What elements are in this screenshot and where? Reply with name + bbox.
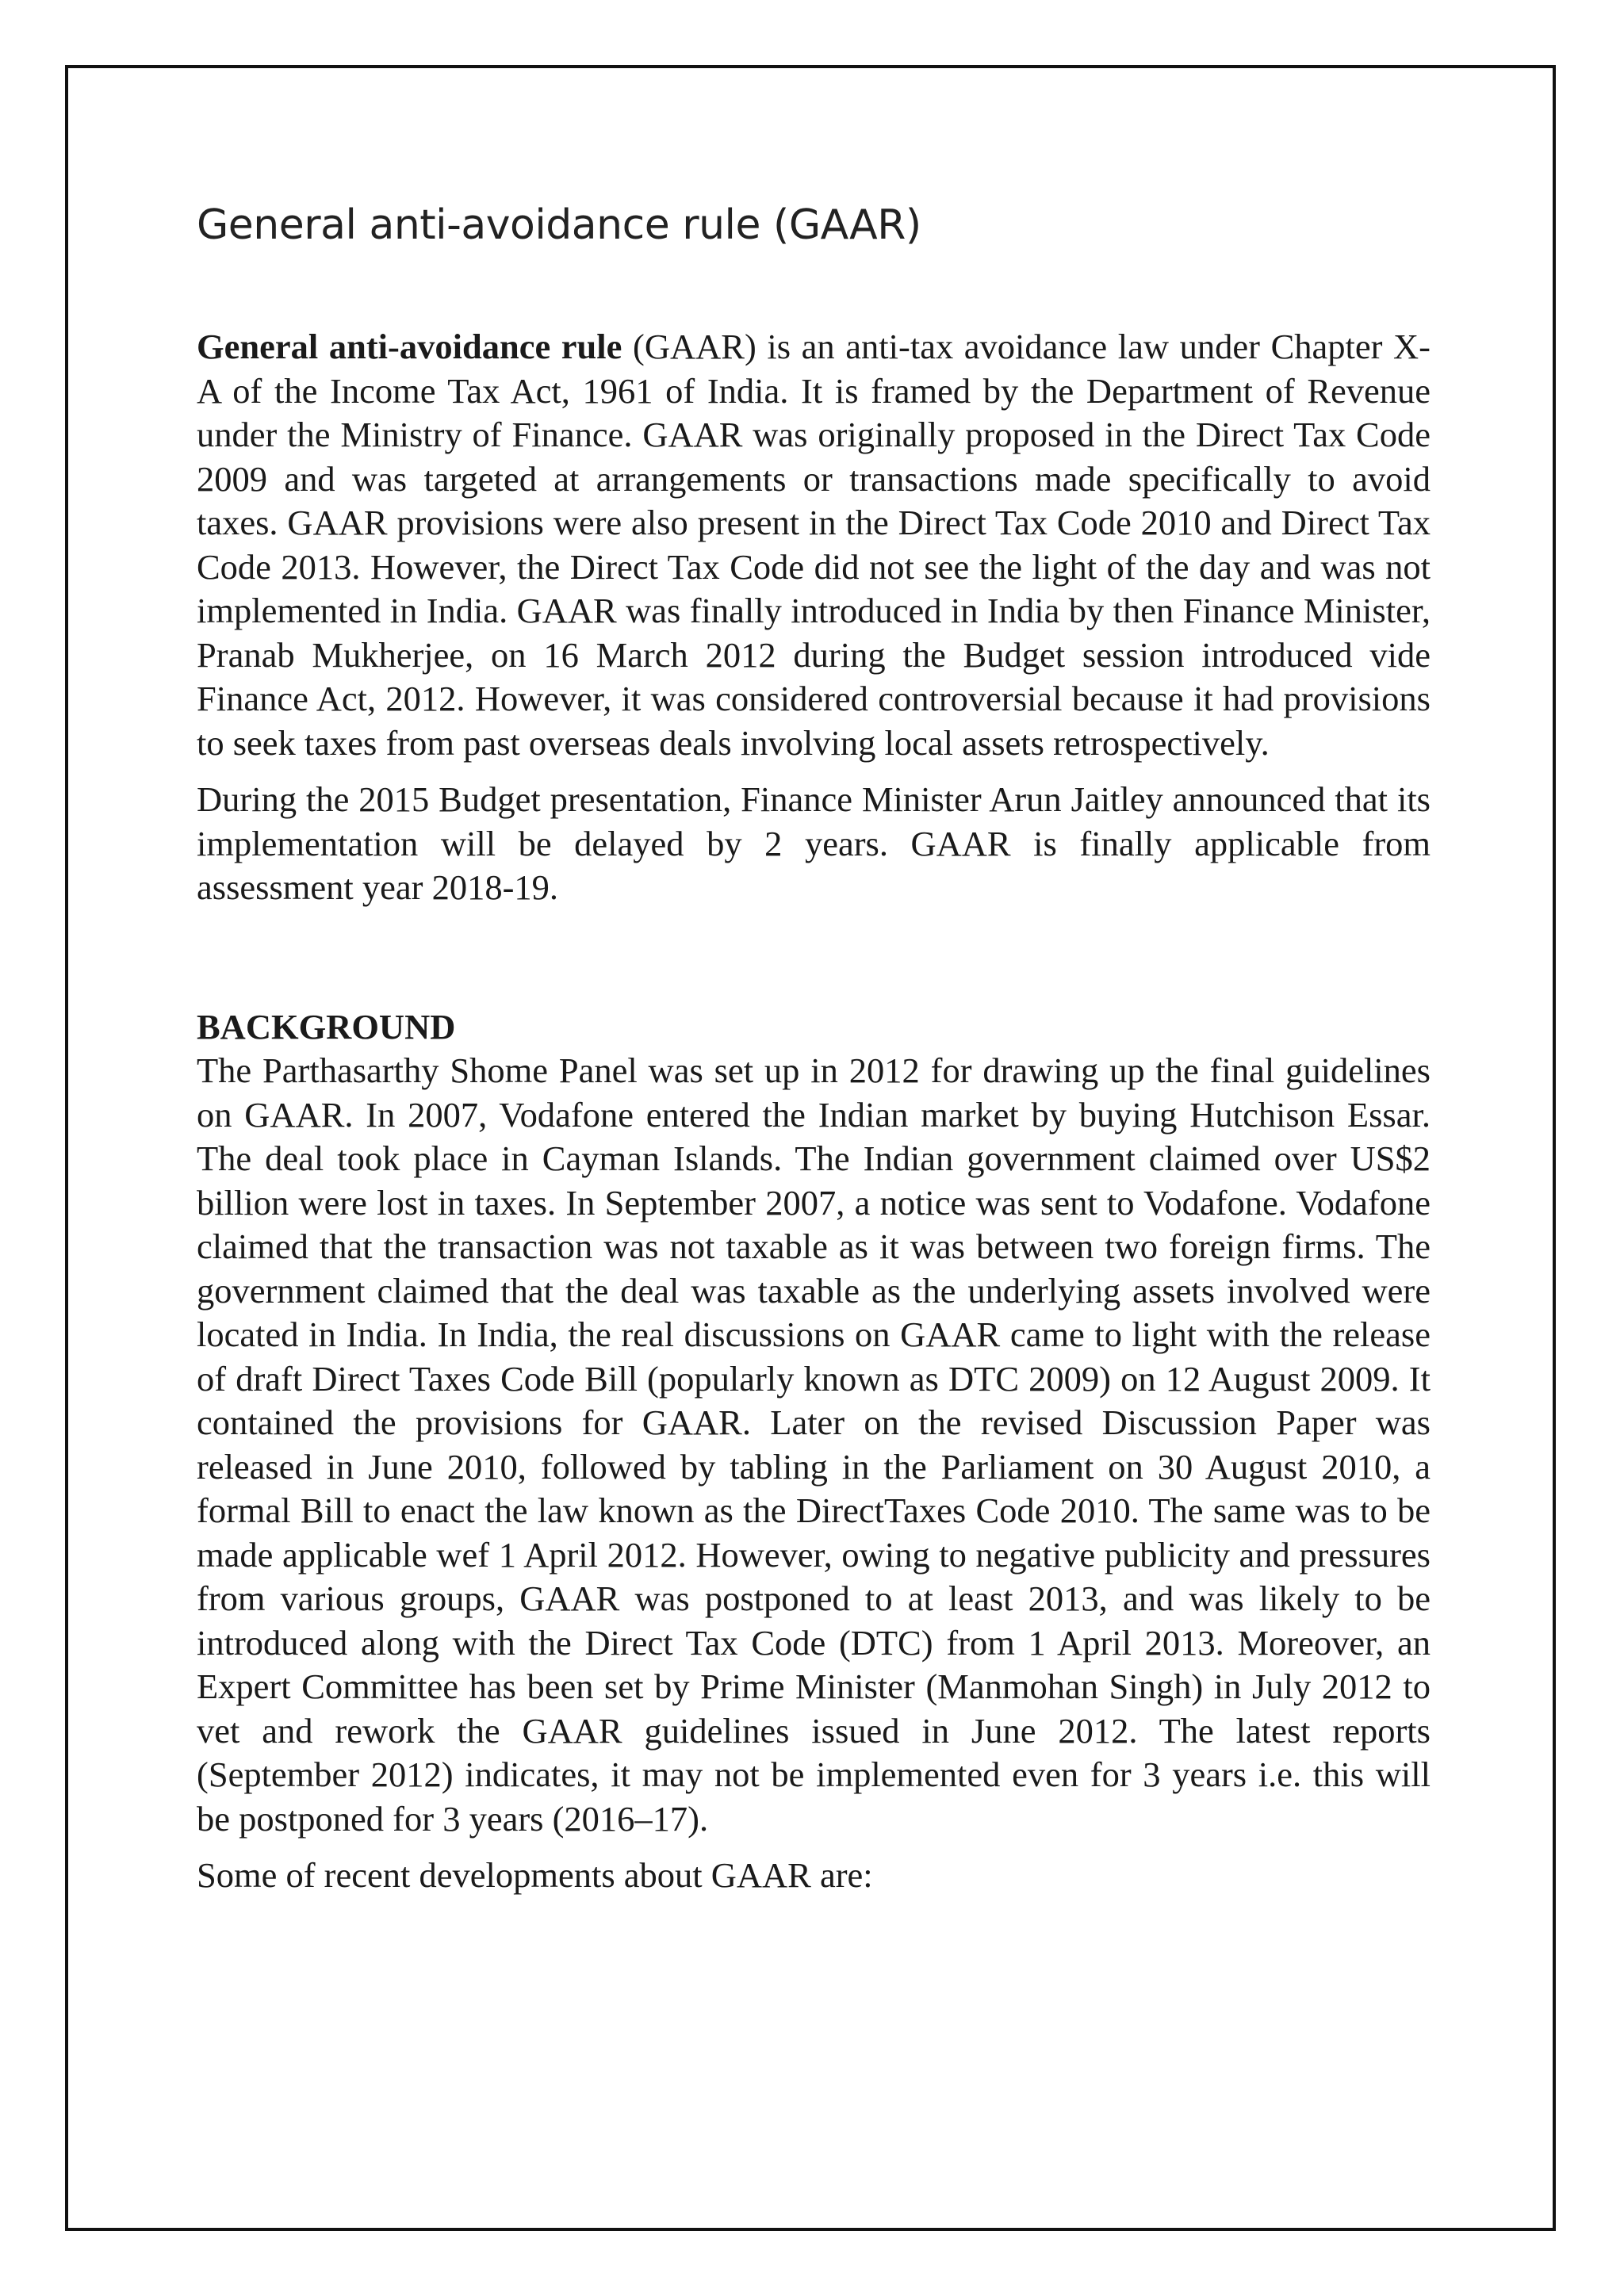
page-title: General anti-avoidance rule (GAAR) — [197, 201, 921, 249]
intro-text: (GAAR) is an anti-tax avoidance law under Chapter X-A of the Income Tax Act, 1961 of India. It is framed by the Department of Revenue under the Ministry of Finance. GAAR was originally proposed in the Direct Tax Code 2009 and was targeted at arrangements or transactions made specifically to avoid taxes. GAAR provisions were also present in the Direct Tax Code 2010 and Direct Tax Code 2013. However, the Direct Tax Code did not see the light of the day and was not implemented in India. GAAR was finally introduced in India by then Finance Minister, Pranab Mukherjee, on 16 March 2012 during the Budget session introduced vide Finance Act, 2012. However, it was considered controversial because it had provisions to seek taxes from past overseas deals involving local assets retrospectively. — [197, 327, 1431, 763]
document-body — [197, 197, 1431, 1898]
intro-lead-term: General anti-avoidance rule — [197, 327, 622, 366]
background-paragraph: The Parthasarthy Shome Panel was set up in 2012 for drawing up the final guidelines on GAAR. In 2007, Vodafone entered the Indian market by buying Hutchison Essar. The deal took place in Cayman Islands. The Indian government claimed over US$2 billion were lost in taxes. In September 2007, a notice was sent to Vodafone. Vodafone claimed that the transaction was not taxable as it was between two foreign firms. The government claimed that the deal was taxable as the underlying assets involved were located in India. In India, the real discussions on GAAR came to light with the release of draft Direct Taxes Code Bill (popularly known as DTC 2009) on 12 August 2009. It contained the provisions for GAAR. Later on the revised Discussion Paper was released in June 2010, followed by tabling in the Parliament on 30 August 2010, a formal Bill to enact the law known as the DirectTaxes Code 2010. The same was to be made applicable wef 1 April 2012. However, owing to negative publicity and pressures from various groups, GAAR was postponed to at least 2013, and was likely to be introduced along with the Direct Tax Code (DTC) from 1 April 2013. Moreover, an Expert Committee has been set by Prime Minister (Manmohan Singh) in July 2012 to vet and rework the GAAR guidelines issued in June 2012. The latest reports (September 2012) indicates, it may not be implemented even for 3 years i.e. this will be postponed for 3 years (2016–17). — [197, 1050, 1431, 1839]
intro-paragraph — [197, 325, 1431, 765]
section-heading-background: BACKGROUND — [197, 1006, 456, 1047]
implementation-paragraph: During the 2015 Budget presentation, Finance Minister Arun Jaitley announced that its implementation will be delayed by 2 years. GAAR is finally applicable from assessment year 2018-19. — [197, 779, 1431, 907]
developments-intro: Some of recent developments about GAAR are: — [197, 1855, 873, 1895]
